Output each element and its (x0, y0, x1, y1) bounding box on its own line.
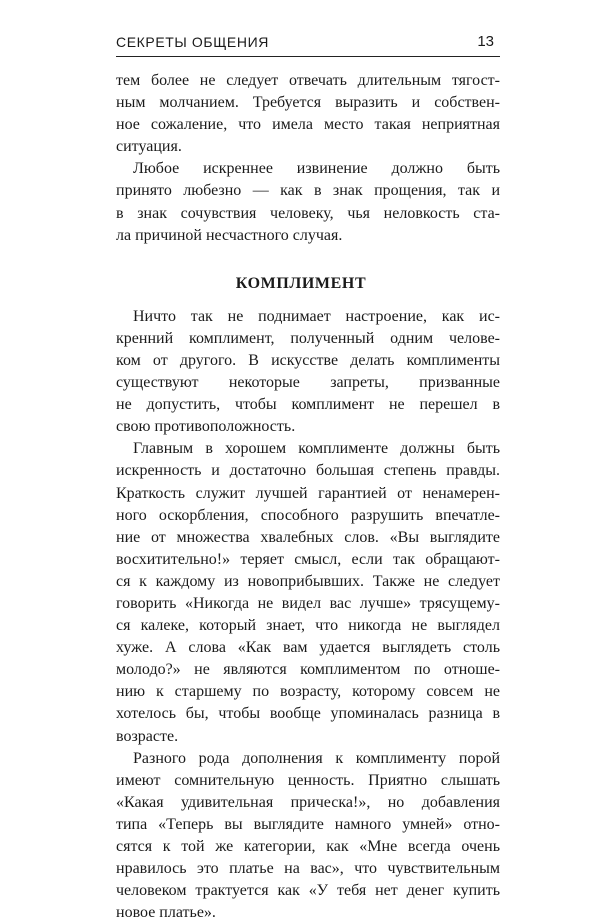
text-line: Любое искреннее извинение должно быть (133, 160, 500, 178)
text-line: тем более не следует отвечать длительным тягост- (116, 72, 500, 89)
text-line: типа «Теперь вы выглядите намного умней» отно- (116, 815, 500, 833)
text-line: ся к каждому из новоприбывших. Также не следует (116, 572, 500, 590)
text-line: говорить «Никогда не видел вас лучше» трясущему- (116, 594, 500, 612)
running-header (116, 30, 500, 57)
running-title: СЕКРЕТЫ ОБЩЕНИЯ (116, 34, 269, 50)
text-line: ным молчанием. Требуется выразить и собствен- (116, 94, 500, 112)
text-line: Ничто так не поднимает настроение, как ис- (133, 307, 500, 325)
section-heading: КОМПЛИМЕНТ (235, 274, 367, 292)
text-line: существуют некоторые запреты, призванные (116, 374, 500, 392)
paragraph (116, 306, 500, 439)
text-line: нравилось это платье на вас», что чувствительным (116, 860, 500, 878)
paragraph (116, 748, 500, 924)
text-line: Краткость служит лучшей гарантией от ненамерен- (116, 484, 500, 502)
text-line: возрасте. (116, 727, 179, 745)
text-line: ние от множества хвалебных слов. «Вы выглядите (116, 528, 500, 546)
paragraph (116, 70, 500, 158)
text-line: Главным в хорошем комплименте должны быть (133, 440, 500, 458)
text-line: человеком трактуется как «У тебя нет денег купить (116, 882, 500, 900)
text-line: «Какая удивительная прическа!», но добавления (116, 793, 500, 811)
text-line: кренний комплимент, полученный одним челове- (116, 329, 500, 347)
text-line: имеют сомнительную ценность. Приятно слышать (116, 771, 500, 789)
text-line: ного оскорбления, способного разрушить впечатле- (116, 506, 500, 524)
text-line: не допустить, чтобы комплимент не перешел в (116, 396, 500, 414)
text-line: искренность и достаточно большая степень правды. (116, 462, 500, 480)
text-line: в знак сочувствия человеку, чья неловкость ста- (116, 204, 500, 222)
text-line: новое платье». (116, 904, 216, 922)
text-line: ком от другого. В искусстве делать комплименты (116, 351, 500, 369)
text-line: Разного рода дополнения к комплименту порой (133, 749, 500, 767)
text-line: ся калеке, который знает, что никогда не выглядел (116, 617, 500, 635)
text-line: принято любезно — как в знак прощения, так и (116, 182, 500, 200)
text-line: хотелось бы, чтобы вообще упоминалась разница в (116, 705, 500, 723)
paragraph (116, 438, 500, 747)
paragraph (116, 158, 500, 246)
page-number: 13 (477, 33, 494, 50)
text-line: молодо?» не являются комплиментом по отноше- (116, 661, 500, 679)
text-line: свою противоположность. (116, 418, 296, 436)
text-line: ла причиной несчастного случая. (116, 226, 343, 244)
text-line: нию к старшему по возрасту, которому совсем не (116, 683, 500, 701)
text-line: восхитительно!» теряет смысл, если так обращают- (116, 550, 500, 568)
text-line: ситуация. (116, 138, 182, 156)
body-text (116, 70, 500, 924)
text-line: сятся к той же категории, как «Мне всегда очень (116, 838, 500, 855)
text-line: ное сожаление, что имела место такая неприятная (116, 116, 500, 134)
text-line: хуже. А слова «Как вам удается выглядеть столь (116, 639, 500, 657)
